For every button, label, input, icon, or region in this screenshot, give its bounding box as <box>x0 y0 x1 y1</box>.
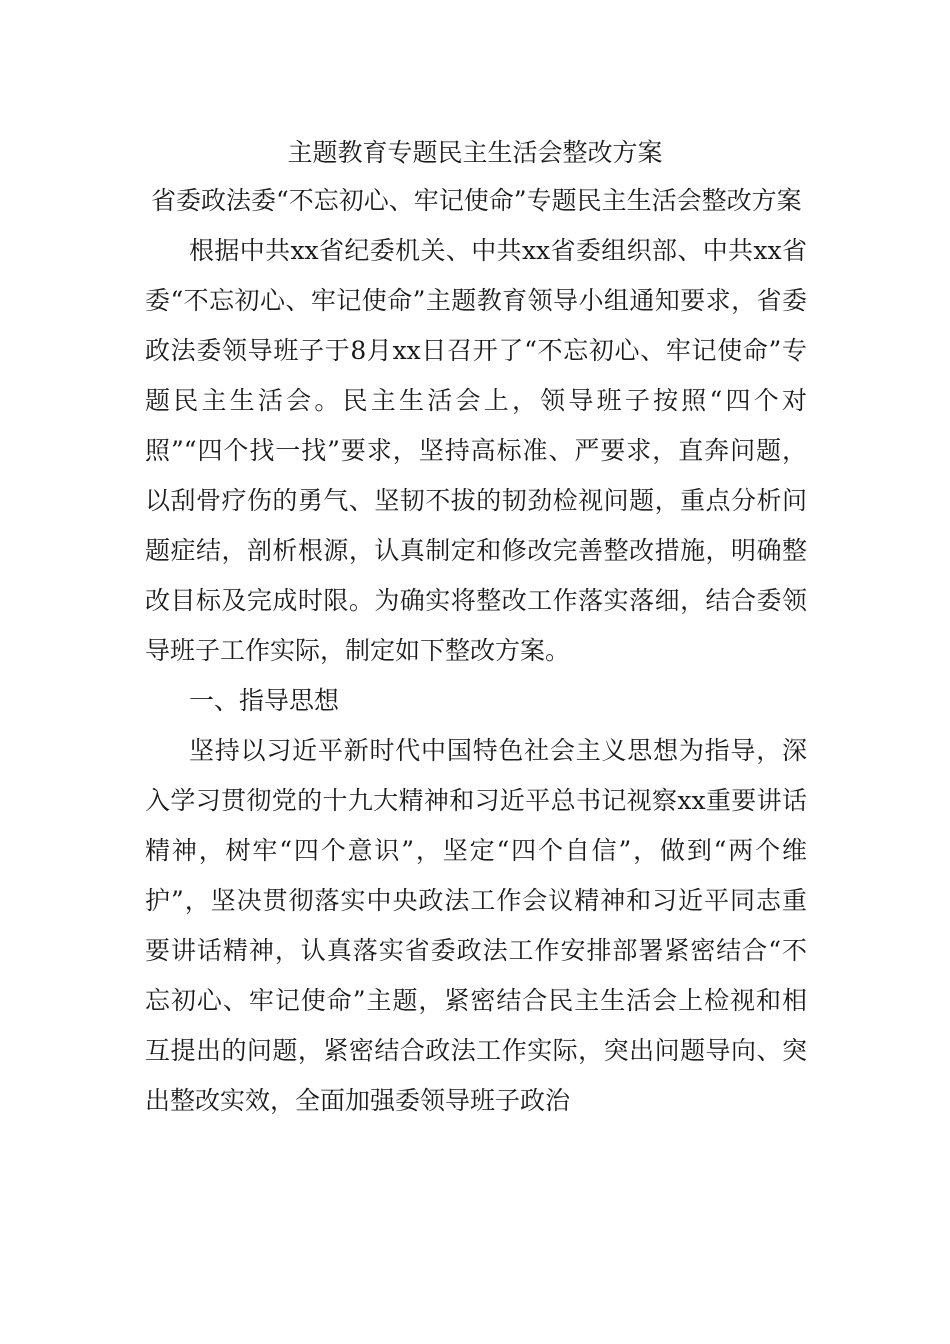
document-subtitle: 省委政法委“不忘初心、牢记使命”专题民主生活会整改方案 <box>151 186 802 215</box>
section-heading-guiding-ideology: 一、指导思想 <box>189 686 340 715</box>
document-body <box>145 176 807 1126</box>
document-title: 主题教育专题民主生活会整改方案 <box>287 138 663 167</box>
paragraph-intro: 根据中共xx省纪委机关、中共xx省委组织部、中共xx省委“不忘初心、牢记使命”主题教育领导小组通知要求，省委政法委领导班子于8月xx日召开了“不忘初心、牢记使命”专题民主生活会。民主生活会上，领导班子按照“四个对照”“四个找一找”要求，坚持高标准、严要求，直奔问题，以刮骨疗伤的勇气、坚韧不拔的韧劲检视问题，重点分析问题症结，剖析根源，认真制定和修改完善整改措施，明确整改目标及完成时限。为确实将整改工作落实落细，结合委领导班子工作实际，制定如下整改方案。 <box>145 236 807 665</box>
paragraph-guiding-ideology: 坚持以习近平新时代中国特色社会主义思想为指导，深入学习贯彻党的十九大精神和习近平总书记视察xx重要讲话精神，树牢“四个意识”，坚定“四个自信”，做到“两个维护”，坚决贯彻落实中央政法工作会议精神和习近平同志重要讲话精神，认真落实省委政法工作安排部署紧密结合“不忘初心、牢记使命”主题，紧密结合民主生活会上检视和相互提出的问题，紧密结合政法工作实际，突出问题导向、突出整改实效，全面加强委领导班子政治 <box>145 736 807 1115</box>
